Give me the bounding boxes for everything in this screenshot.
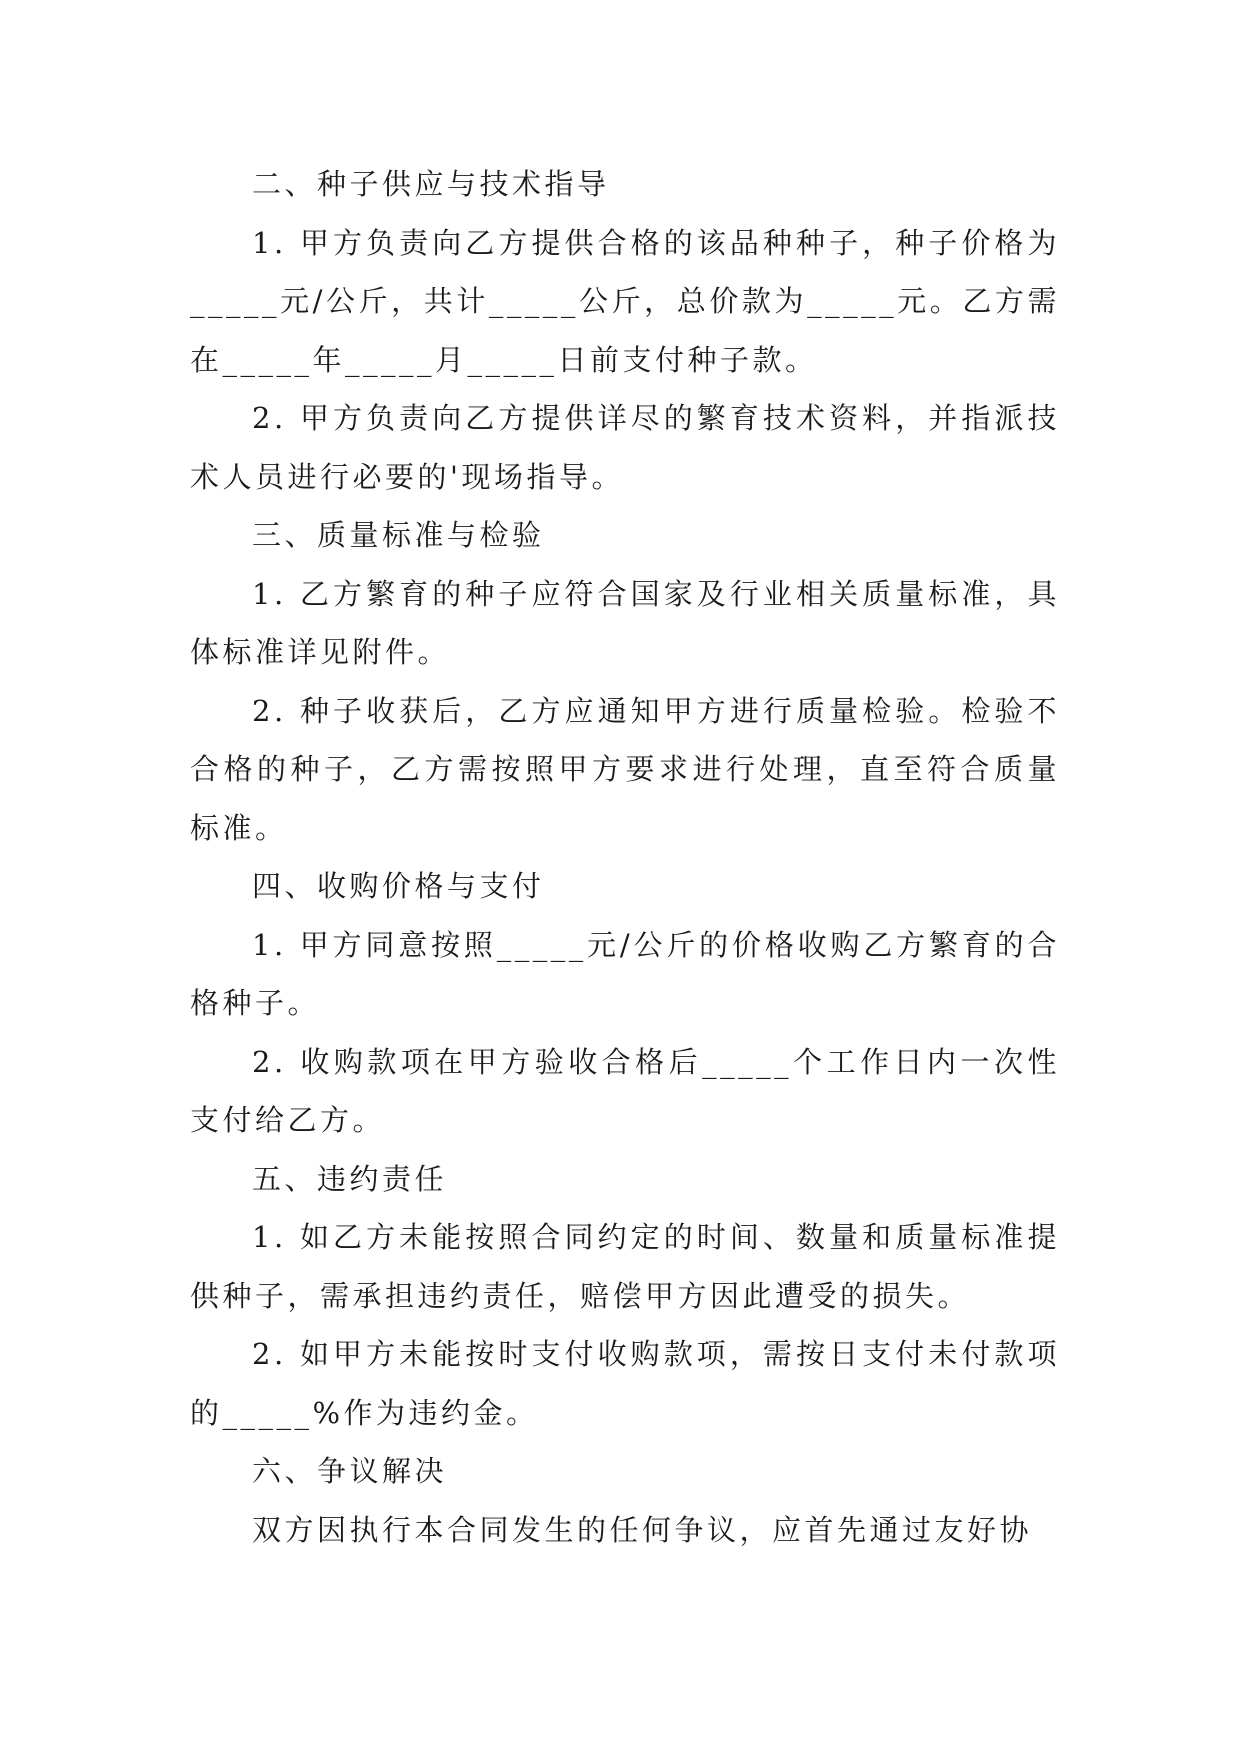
section-heading-dispute: 六、争议解决 (252, 1454, 448, 1488)
section-heading-quality: 三、质量标准与检验 (252, 518, 545, 552)
section-heading-breach: 五、违约责任 (252, 1161, 448, 1196)
clause-breach-party-b: 1. 如乙方未能按照合同约定的时间、数量和质量标准提供种子，需承担违约责任，赔偿甲方因此遭受的损失。 (190, 1220, 1060, 1313)
section-heading-price-payment: 四、收购价格与支付 (252, 869, 545, 903)
clause-quality-standard: 1. 乙方繁育的种子应符合国家及行业相关质量标准，具体标准详见附件。 (190, 576, 1060, 669)
document-body (190, 155, 1060, 1559)
clause-seed-price: 1. 甲方负责向乙方提供合格的该品种种子，种子价格为_____元/公斤，共计_____公斤，总价款为_____元。乙方需在_____年_____月_____日前支付种子款。 (190, 225, 1060, 377)
clause-dispute-resolution: 双方因执行本合同发生的任何争议，应首先通过友好协 (252, 1512, 1033, 1547)
clause-quality-inspection: 2. 种子收获后，乙方应通知甲方进行质量检验。检验不合格的种子，乙方需按照甲方要求进行处理，直至符合质量标准。 (190, 693, 1060, 845)
clause-purchase-price: 1. 甲方同意按照_____元/公斤的价格收购乙方繁育的合格种子。 (190, 927, 1060, 1020)
clause-payment-terms: 2. 收购款项在甲方验收合格后_____个工作日内一次性支付给乙方。 (190, 1044, 1060, 1137)
clause-breach-party-a: 2. 如甲方未能按时支付收购款项，需按日支付未付款项的_____%作为违约金。 (190, 1337, 1060, 1430)
section-heading-seed-supply: 二、种子供应与技术指导 (252, 167, 610, 201)
clause-technical-guidance: 2. 甲方负责向乙方提供详尽的繁育技术资料，并指派技术人员进行必要的'现场指导。 (190, 401, 1060, 494)
